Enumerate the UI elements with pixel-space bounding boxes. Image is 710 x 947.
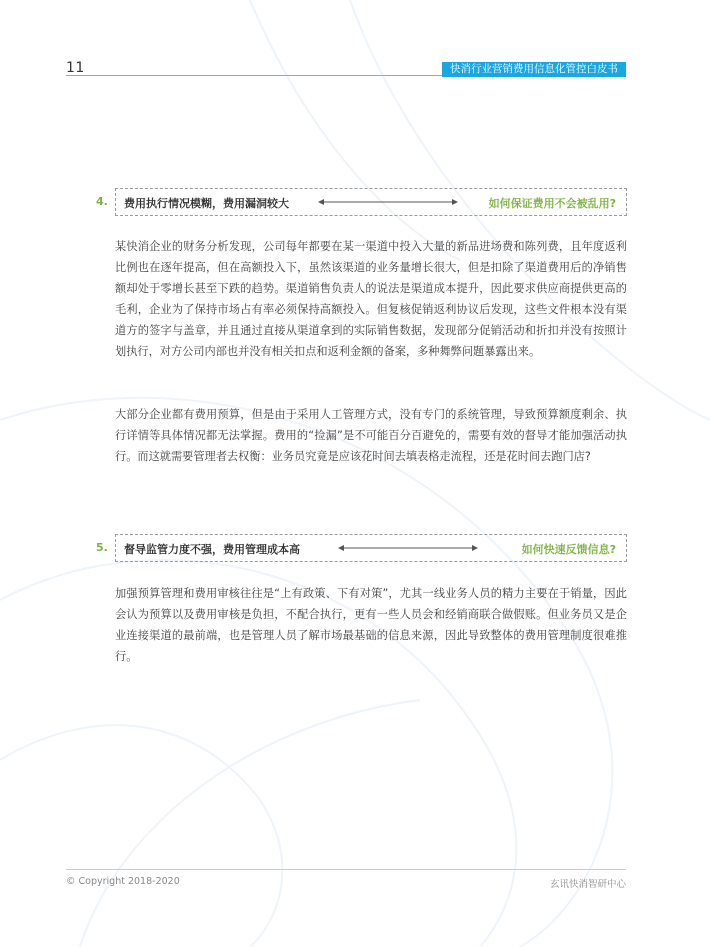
double-arrow-icon [338,544,478,552]
header-divider [66,75,442,76]
footer-organization: 玄讯快消智研中心 [549,879,626,890]
body-paragraph: 加强预算管理和费用审核往往是“上有政策、下有对策”，尤其一线业务人员的精力主要在于销量，因此会认为预算以及费用审核是负担，不配合执行，更有一些人员会和经销商联合做假账。但业务员又是企业连接渠道的最前端，也是管理人员了解市场最基础的信息来源，因此导致整体的费用管理制度很难推行。 [115,587,627,663]
body-paragraph: 某快消企业的财务分析发现，公司每年都要在某一渠道中投入大量的新品进场费和陈列费，且年度返利比例也在逐年提高，但在高额投入下，虽然该渠道的业务量增长很大，但是扣除了渠道费用后的净销售额却处于零增长甚至下跌的趋势。渠道销售负责人的说法是渠道成本提升，因此要求供应商提供更高的毛利，企业为了保持市场占有率必须保持高额投入。但复核促销返利协议后发现，这些文件根本没有渠道方的签字与盖章，并且通过直接从渠道拿到的实际销售数据，发现部分促销活动和折扣并没有按照计划执行，对方公司内部也并没有相关扣点和返利金额的备案，多种舞弊问题暴露出来。 [115,240,627,358]
body-paragraph: 大部分企业都有费用预算，但是由于采用人工管理方式，没有专门的系统管理，导致预算额度剩余、执行详情等具体情况都无法掌握。费用的“捡漏”是不可能百分百避免的，需要有效的督导才能加强活动执行。而这就需要管理者去权衡：业务员究竟是应该花时间去填表格走流程，还是花时间去跑门店? [115,408,627,463]
section-number: 4. [96,195,108,208]
section-title: 费用执行情况模糊，费用漏洞较大 [124,197,289,210]
section-heading-box [115,534,627,562]
header-banner-title: 快消行业营销费用信息化管控白皮书 [442,62,626,77]
footer-copyright: © Copyright 2018-2020 [66,876,180,887]
footer-divider [66,869,626,870]
section-heading-box [115,188,627,216]
double-arrow-icon [318,198,458,206]
section-title: 督导监管力度不强，费用管理成本高 [124,543,300,556]
section-question: 如何保证费用不会被乱用? [488,197,616,210]
page-number: 11 [66,60,85,76]
section-question: 如何快速反馈信息? [521,543,616,556]
section-number: 5. [96,541,108,554]
